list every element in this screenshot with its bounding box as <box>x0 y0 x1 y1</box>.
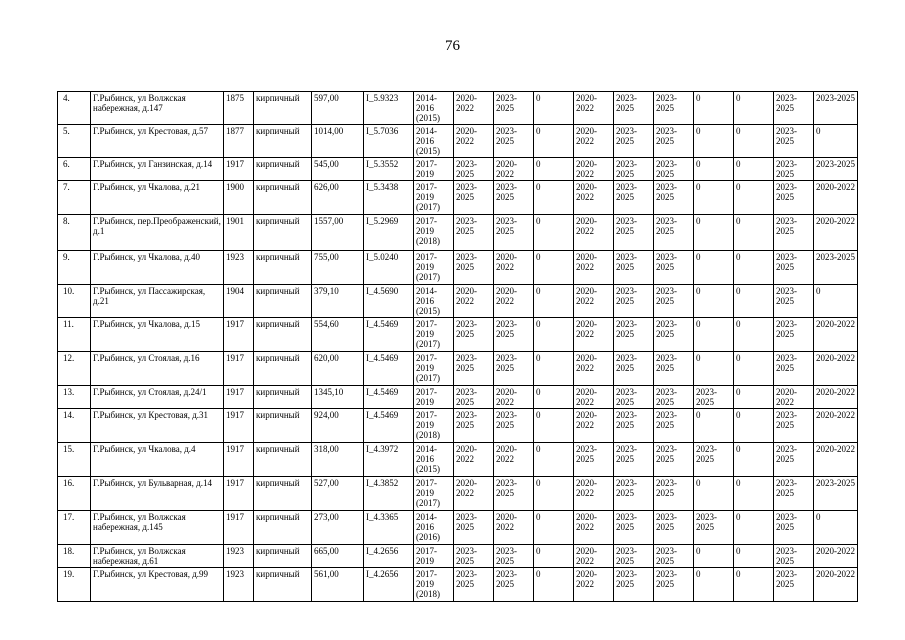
table-cell: 0 <box>534 443 574 477</box>
table-cell: 1917 <box>224 477 254 511</box>
table-cell: 2020-2022 <box>814 318 858 352</box>
address-cell: Г.Рыбинск, ул Чкалова, д.21 <box>91 181 224 215</box>
table-cell: 0 <box>534 545 574 568</box>
row-number-cell: 18. <box>58 545 91 568</box>
table-cell: I_4.5469 <box>364 318 414 352</box>
table-cell: 2020-2022 <box>814 409 858 443</box>
table-cell: 2020-2022 <box>814 443 858 477</box>
table-cell: кирпичный <box>254 352 312 386</box>
table-cell: 2023-2025 <box>654 511 694 545</box>
table-cell: 2023-2025 <box>574 443 614 477</box>
table-cell: 2023-2025 <box>694 511 734 545</box>
table-cell: 1917 <box>224 318 254 352</box>
table-row <box>58 92 858 125</box>
table-cell: 2023-2025 <box>654 386 694 409</box>
table-cell: 1917 <box>224 386 254 409</box>
table-cell: 0 <box>534 215 574 251</box>
table-row <box>58 568 858 602</box>
table-cell: 2023-2025 <box>654 125 694 158</box>
table-cell: 2023-2025 <box>654 215 694 251</box>
table-cell: кирпичный <box>254 251 312 285</box>
table-cell: 2023-2025 <box>654 181 694 215</box>
table-cell: 2020-2022 <box>814 386 858 409</box>
table-cell: 2023-2025 <box>614 477 654 511</box>
table-cell: 527,00 <box>312 477 364 511</box>
address-cell: Г.Рыбинск, ул Чкалова, д.40 <box>91 251 224 285</box>
table-cell: 0 <box>734 181 774 215</box>
address-cell: Г.Рыбинск, ул Крестовая, д.57 <box>91 125 224 158</box>
table-cell: 0 <box>694 92 734 125</box>
table-row <box>58 409 858 443</box>
table-cell: 2023-2025 <box>614 409 654 443</box>
table-cell: 2020-2022 <box>774 386 814 409</box>
table-cell: 2023-2025 <box>614 251 654 285</box>
table-row <box>58 545 858 568</box>
table-cell: 2020-2022 <box>574 251 614 285</box>
table-cell: 0 <box>734 251 774 285</box>
table-cell: 2020-2022 <box>574 409 614 443</box>
table-cell: 2023-2025 <box>814 158 858 181</box>
table-cell: 2017-2019 <box>414 386 454 409</box>
table-cell: 1557,00 <box>312 215 364 251</box>
table-cell: 2023-2025 <box>494 181 534 215</box>
table-cell: 2023-2025 <box>454 215 494 251</box>
table-cell: 2020-2022 <box>454 125 494 158</box>
table-cell: 0 <box>734 352 774 386</box>
table-cell: I_4.5469 <box>364 409 414 443</box>
table-cell: 0 <box>694 158 734 181</box>
table-cell: кирпичный <box>254 92 312 125</box>
table-cell: 2023-2025 <box>614 215 654 251</box>
table-cell: 2023-2025 <box>774 545 814 568</box>
table-cell: 2023-2025 <box>454 181 494 215</box>
table-cell: 2023-2025 <box>494 215 534 251</box>
table-cell: 0 <box>734 477 774 511</box>
table-cell: 0 <box>694 251 734 285</box>
table-cell: 1917 <box>224 511 254 545</box>
table-cell: 2023-2025 <box>454 318 494 352</box>
table-cell: 2023-2025 <box>454 251 494 285</box>
table-cell: 561,00 <box>312 568 364 602</box>
table-cell: 2023-2025 <box>694 386 734 409</box>
table-cell: 2023-2025 <box>654 545 694 568</box>
table-cell: 2020-2022 <box>814 215 858 251</box>
table-cell: 0 <box>734 125 774 158</box>
table-cell: 2017-2019 <box>414 545 454 568</box>
table-cell: 2023-2025 <box>654 318 694 352</box>
table-row <box>58 477 858 511</box>
table-row <box>58 285 858 318</box>
table-cell: кирпичный <box>254 158 312 181</box>
table-cell: 1014,00 <box>312 125 364 158</box>
table-cell: 2023-2025 <box>774 443 814 477</box>
table-cell: 1904 <box>224 285 254 318</box>
table-cell: 1917 <box>224 443 254 477</box>
table-cell: 2023-2025 <box>814 477 858 511</box>
table-cell: кирпичный <box>254 477 312 511</box>
table-row <box>58 511 858 545</box>
table-cell: 2020-2022 <box>574 92 614 125</box>
table-cell: 0 <box>534 158 574 181</box>
row-number-cell: 17. <box>58 511 91 545</box>
table-cell: 2023-2025 <box>774 251 814 285</box>
table-cell: 0 <box>534 181 574 215</box>
table-cell: 2023-2025 <box>614 125 654 158</box>
row-number-cell: 5. <box>58 125 91 158</box>
table-cell: 2023-2025 <box>654 92 694 125</box>
table-cell: 0 <box>694 318 734 352</box>
table-cell: 2023-2025 <box>654 251 694 285</box>
table-cell: 0 <box>734 92 774 125</box>
table-cell: 2014-2016 (2015) <box>414 125 454 158</box>
table-cell: 2023-2025 <box>774 125 814 158</box>
table-cell: 2023-2025 <box>654 285 694 318</box>
table-cell: 2020-2022 <box>494 285 534 318</box>
table-cell: 0 <box>734 158 774 181</box>
table-cell: 1875 <box>224 92 254 125</box>
table-row <box>58 125 858 158</box>
table-cell: 0 <box>694 125 734 158</box>
address-cell: Г.Рыбинск, ул Бульварная, д.14 <box>91 477 224 511</box>
table-cell: 2020-2022 <box>454 92 494 125</box>
table-cell: 2023-2025 <box>454 409 494 443</box>
table-cell: 2020-2022 <box>454 477 494 511</box>
address-cell: Г.Рыбинск, ул Волжская набережная, д.147 <box>91 92 224 125</box>
table-cell: 0 <box>734 386 774 409</box>
table-cell: 2023-2025 <box>494 352 534 386</box>
table-cell: 2023-2025 <box>454 352 494 386</box>
table-cell: 1923 <box>224 251 254 285</box>
table-cell: 2023-2025 <box>774 215 814 251</box>
table-row <box>58 158 858 181</box>
table-cell: 2017-2019 (2018) <box>414 568 454 602</box>
table-cell: 2020-2022 <box>494 251 534 285</box>
table-cell: кирпичный <box>254 125 312 158</box>
table-cell: 2017-2019 (2017) <box>414 352 454 386</box>
table-row <box>58 443 858 477</box>
table-cell: 2023-2025 <box>614 511 654 545</box>
table-cell: 2023-2025 <box>774 409 814 443</box>
table-cell: 2023-2025 <box>774 181 814 215</box>
table-cell: 2023-2025 <box>614 352 654 386</box>
table-cell: 2020-2022 <box>574 125 614 158</box>
table-cell: I_5.2969 <box>364 215 414 251</box>
table-body <box>58 92 858 602</box>
table-cell: 0 <box>734 215 774 251</box>
address-cell: Г.Рыбинск, ул Стоялая, д.24/1 <box>91 386 224 409</box>
row-number-cell: 13. <box>58 386 91 409</box>
table-cell: 2023-2025 <box>454 545 494 568</box>
table-cell: 2014-2016 (2015) <box>414 92 454 125</box>
table-cell: I_4.3365 <box>364 511 414 545</box>
table-cell: 2023-2025 <box>774 568 814 602</box>
table-cell: 0 <box>734 443 774 477</box>
table-cell: 2023-2025 <box>654 568 694 602</box>
row-number-cell: 10. <box>58 285 91 318</box>
table-cell: 0 <box>814 285 858 318</box>
table-cell: кирпичный <box>254 215 312 251</box>
table-cell: 2023-2025 <box>694 443 734 477</box>
table-row <box>58 215 858 251</box>
table-cell: I_4.2656 <box>364 568 414 602</box>
table-cell: 1917 <box>224 158 254 181</box>
table-cell: 2017-2019 <box>414 158 454 181</box>
table-cell: 2023-2025 <box>774 318 814 352</box>
table-cell: 2023-2025 <box>614 443 654 477</box>
table-cell: 2023-2025 <box>614 181 654 215</box>
table-cell: 0 <box>534 125 574 158</box>
table-row <box>58 352 858 386</box>
table-cell: 626,00 <box>312 181 364 215</box>
table-cell: 2020-2022 <box>574 477 614 511</box>
table-cell: 2023-2025 <box>614 386 654 409</box>
table-cell: 2014-2016 (2016) <box>414 511 454 545</box>
table-cell: 0 <box>534 511 574 545</box>
row-number-cell: 11. <box>58 318 91 352</box>
table-cell: 2020-2022 <box>494 443 534 477</box>
table-cell: 0 <box>534 386 574 409</box>
table-cell: 0 <box>534 285 574 318</box>
table-cell: I_4.5690 <box>364 285 414 318</box>
table-cell: 2020-2022 <box>494 158 534 181</box>
table-cell: 2023-2025 <box>614 318 654 352</box>
table-cell: I_5.9323 <box>364 92 414 125</box>
table-cell: 2020-2022 <box>574 215 614 251</box>
table-cell: I_4.5469 <box>364 386 414 409</box>
table-cell: 1345,10 <box>312 386 364 409</box>
table-cell: 2023-2025 <box>654 443 694 477</box>
table-cell: 2020-2022 <box>814 352 858 386</box>
table-cell: I_4.3852 <box>364 477 414 511</box>
table-cell: 2017-2019 (2018) <box>414 215 454 251</box>
table-cell: 0 <box>694 409 734 443</box>
table-cell: 2020-2022 <box>494 511 534 545</box>
table-cell: 2020-2022 <box>814 568 858 602</box>
table-cell: 2020-2022 <box>454 443 494 477</box>
table-row <box>58 318 858 352</box>
table-cell: 2023-2025 <box>614 285 654 318</box>
table-cell: кирпичный <box>254 386 312 409</box>
table-cell: 1917 <box>224 409 254 443</box>
table-cell: I_5.3438 <box>364 181 414 215</box>
row-number-cell: 15. <box>58 443 91 477</box>
table-cell: 2020-2022 <box>494 386 534 409</box>
table-cell: 597,00 <box>312 92 364 125</box>
table-cell: кирпичный <box>254 318 312 352</box>
table-cell: 665,00 <box>312 545 364 568</box>
table-cell: 0 <box>694 477 734 511</box>
row-number-cell: 19. <box>58 568 91 602</box>
table-cell: 0 <box>534 409 574 443</box>
table-row <box>58 386 858 409</box>
table-cell: 0 <box>534 251 574 285</box>
table-cell: 2020-2022 <box>814 545 858 568</box>
table-cell: 2023-2025 <box>654 352 694 386</box>
table-cell: 2023-2025 <box>454 158 494 181</box>
table-cell: 0 <box>734 318 774 352</box>
table-cell: 2017-2019 (2017) <box>414 181 454 215</box>
table-cell: 2023-2025 <box>654 477 694 511</box>
address-cell: Г.Рыбинск, ул Ганзинская, д.14 <box>91 158 224 181</box>
row-number-cell: 16. <box>58 477 91 511</box>
address-cell: Г.Рыбинск, пер.Преображенский, д.1 <box>91 215 224 251</box>
address-cell: Г.Рыбинск, ул Волжская набережная, д.61 <box>91 545 224 568</box>
table-cell: 2023-2025 <box>614 545 654 568</box>
table-cell: 0 <box>734 285 774 318</box>
table-cell: 2023-2025 <box>614 568 654 602</box>
table-cell: I_4.5469 <box>364 352 414 386</box>
table-cell: 2023-2025 <box>494 409 534 443</box>
table-cell: 2023-2025 <box>494 92 534 125</box>
table-cell: 0 <box>734 545 774 568</box>
table-cell: 0 <box>694 568 734 602</box>
table-cell: 0 <box>814 125 858 158</box>
table-cell: 2023-2025 <box>774 352 814 386</box>
table-cell: 1917 <box>224 352 254 386</box>
table-cell: 2020-2022 <box>574 181 614 215</box>
table-cell: 318,00 <box>312 443 364 477</box>
table-cell: 924,00 <box>312 409 364 443</box>
table-cell: 554,60 <box>312 318 364 352</box>
row-number-cell: 4. <box>58 92 91 125</box>
table-cell: I_4.2656 <box>364 545 414 568</box>
table-cell: 2020-2022 <box>574 386 614 409</box>
table-cell: 0 <box>734 511 774 545</box>
table-cell: 2023-2025 <box>774 511 814 545</box>
table-cell: 0 <box>694 215 734 251</box>
table-cell: 2020-2022 <box>814 181 858 215</box>
table-cell: 1901 <box>224 215 254 251</box>
table-cell: 0 <box>694 285 734 318</box>
table-cell: 0 <box>734 568 774 602</box>
table-cell: кирпичный <box>254 409 312 443</box>
table-cell: 0 <box>734 409 774 443</box>
table-cell: 273,00 <box>312 511 364 545</box>
table-cell: 2023-2025 <box>494 568 534 602</box>
table-cell: кирпичный <box>254 181 312 215</box>
address-cell: Г.Рыбинск, ул Крестовая, д.99 <box>91 568 224 602</box>
table-cell: 2017-2019 (2017) <box>414 477 454 511</box>
table-cell: 2023-2025 <box>614 158 654 181</box>
table-cell: 1923 <box>224 568 254 602</box>
table-cell: 2023-2025 <box>494 318 534 352</box>
table-cell: 2023-2025 <box>774 158 814 181</box>
table-cell: 2020-2022 <box>574 568 614 602</box>
row-number-cell: 6. <box>58 158 91 181</box>
table-cell: 1877 <box>224 125 254 158</box>
table-cell: 755,00 <box>312 251 364 285</box>
table-cell: 1900 <box>224 181 254 215</box>
table-cell: 2020-2022 <box>574 545 614 568</box>
table-cell: 0 <box>814 511 858 545</box>
table-cell: 0 <box>534 568 574 602</box>
row-number-cell: 7. <box>58 181 91 215</box>
address-cell: Г.Рыбинск, ул Крестовая, д.31 <box>91 409 224 443</box>
table-cell: 0 <box>694 545 734 568</box>
table-cell: 2023-2025 <box>494 125 534 158</box>
table-cell: 0 <box>534 318 574 352</box>
address-cell: Г.Рыбинск, ул Пассажирская, д.21 <box>91 285 224 318</box>
address-cell: Г.Рыбинск, ул Чкалова, д.4 <box>91 443 224 477</box>
table-cell: кирпичный <box>254 568 312 602</box>
table-cell: 2020-2022 <box>574 285 614 318</box>
table-cell: 620,00 <box>312 352 364 386</box>
table-cell: 2023-2025 <box>494 477 534 511</box>
row-number-cell: 12. <box>58 352 91 386</box>
row-number-cell: 8. <box>58 215 91 251</box>
table-cell: 1923 <box>224 545 254 568</box>
table-cell: 2023-2025 <box>614 92 654 125</box>
table-cell: 2023-2025 <box>774 285 814 318</box>
table-cell: I_5.0240 <box>364 251 414 285</box>
table-row <box>58 181 858 215</box>
page-number: 76 <box>445 38 460 54</box>
address-cell: Г.Рыбинск, ул Волжская набережная, д.145 <box>91 511 224 545</box>
table-cell: 2017-2019 (2017) <box>414 318 454 352</box>
row-number-cell: 14. <box>58 409 91 443</box>
table-cell: 2014-2016 (2015) <box>414 285 454 318</box>
table-cell: 0 <box>534 92 574 125</box>
table-cell: 2017-2019 (2018) <box>414 409 454 443</box>
table-cell: 2017-2019 (2017) <box>414 251 454 285</box>
table-cell: 2023-2025 <box>654 158 694 181</box>
table-cell: 2023-2025 <box>454 511 494 545</box>
table-cell: 545,00 <box>312 158 364 181</box>
address-cell: Г.Рыбинск, ул Чкалова, д.15 <box>91 318 224 352</box>
table-cell: 2023-2025 <box>494 545 534 568</box>
table-cell: 2020-2022 <box>574 318 614 352</box>
table-cell: кирпичный <box>254 545 312 568</box>
buildings-table <box>57 91 858 602</box>
table-cell: 2023-2025 <box>774 477 814 511</box>
table-cell: 0 <box>694 352 734 386</box>
table-cell: I_4.3972 <box>364 443 414 477</box>
table-row <box>58 251 858 285</box>
table-cell: 0 <box>534 477 574 511</box>
table-cell: 2023-2025 <box>774 92 814 125</box>
table-cell: 2023-2025 <box>814 92 858 125</box>
table-cell: 0 <box>694 181 734 215</box>
table-cell: кирпичный <box>254 443 312 477</box>
table-cell: 2023-2025 <box>454 568 494 602</box>
table-cell: 2023-2025 <box>654 409 694 443</box>
row-number-cell: 9. <box>58 251 91 285</box>
table-cell: кирпичный <box>254 511 312 545</box>
table-cell: I_5.7036 <box>364 125 414 158</box>
table-cell: 2014-2016 (2015) <box>414 443 454 477</box>
table-cell: 2020-2022 <box>574 158 614 181</box>
table-cell: кирпичный <box>254 285 312 318</box>
table-cell: I_5.3552 <box>364 158 414 181</box>
table-cell: 0 <box>534 352 574 386</box>
table-cell: 2023-2025 <box>454 386 494 409</box>
table-cell: 2020-2022 <box>574 511 614 545</box>
table-cell: 2020-2022 <box>574 352 614 386</box>
address-cell: Г.Рыбинск, ул Стоялая, д.16 <box>91 352 224 386</box>
table-cell: 2020-2022 <box>454 285 494 318</box>
table-cell: 2023-2025 <box>814 251 858 285</box>
table-cell: 379,10 <box>312 285 364 318</box>
